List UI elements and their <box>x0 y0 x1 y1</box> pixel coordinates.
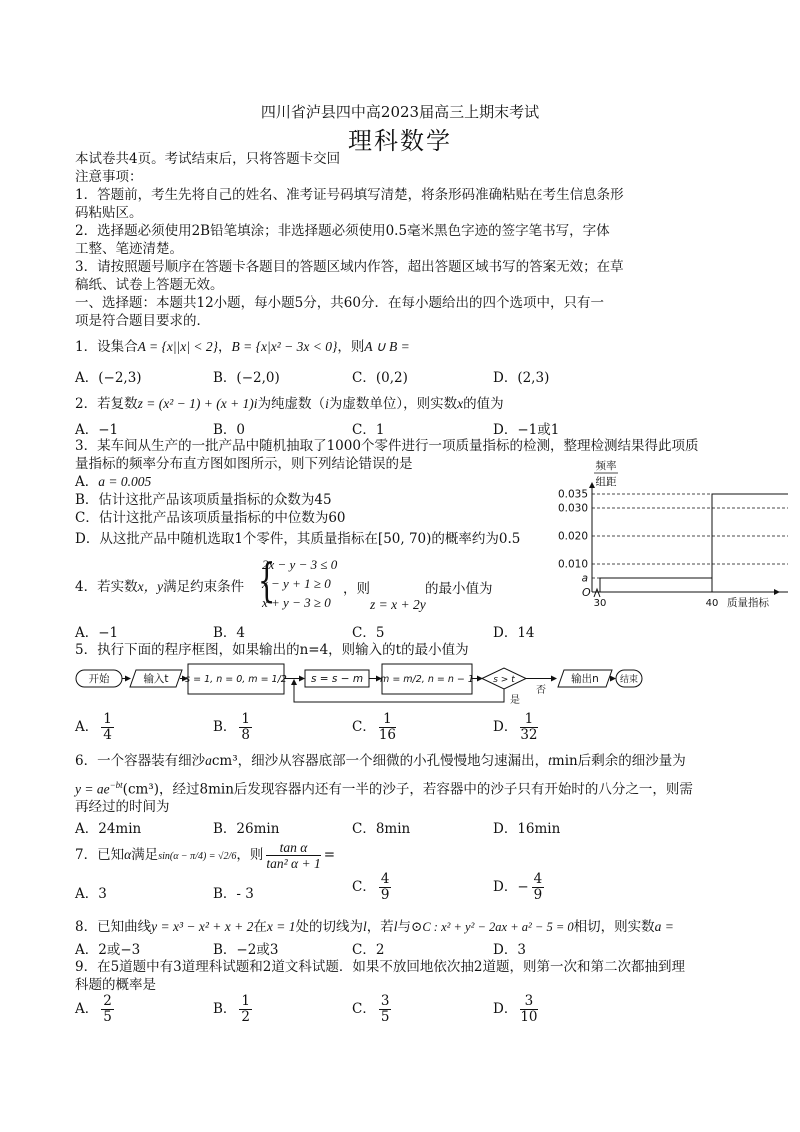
q7-text-3: ，则 <box>236 847 264 863</box>
q7-d-den: 9 <box>533 887 543 903</box>
q8-curve: y = x³ − x² + x + 2 <box>151 919 254 934</box>
notice-3a: 3．请按照题号顺序在答题卡各题目的答题区域内作答，超出答题区域书写的答案无效；在草 <box>75 259 624 275</box>
q6-text-1: 6．一个容器装有细沙 <box>75 753 206 769</box>
q2-text-c: 为虚数单位），则实数 <box>328 396 458 412</box>
q6-exponent: −bt <box>109 780 123 790</box>
q1-set-b: B = {x|x² − 3x < 0} <box>231 339 338 354</box>
q7-alpha: α <box>124 847 132 862</box>
q3-d-text-b: 的概率约为0.5 <box>431 531 521 547</box>
q2-z: z = (x² − 1) + (x + 1)i <box>137 396 258 411</box>
q5-a-label: A． <box>75 719 99 735</box>
q5-option-d <box>493 712 541 743</box>
q2-option-a: A．−1 <box>75 422 119 438</box>
q9-b-num: 1 <box>241 993 251 1009</box>
q7-option-d <box>493 872 547 903</box>
q5-b-label: B． <box>213 719 237 735</box>
flow-end-text: 结束 <box>619 675 639 685</box>
y-tick-label: a <box>581 572 588 585</box>
q3-a-value: a = 0.005 <box>98 474 152 489</box>
q2-option-b: B．0 <box>213 422 246 438</box>
y-axis-label-bottom: 组距 <box>595 476 617 488</box>
q3-stem-b: 量指标的频率分布直方图如图所示，则下列结论错误的是 <box>75 456 413 472</box>
histogram-bar <box>600 578 712 592</box>
notice-3b: 稿纸、试卷上答题无效。 <box>75 277 224 293</box>
q4-option-c: C．5 <box>352 625 385 641</box>
q7-option-c <box>352 872 394 903</box>
q1-c-label: C． <box>352 370 376 386</box>
q1-stem-text: 1．设集合 <box>75 339 138 355</box>
q8-l: l <box>362 919 367 934</box>
q1-option-d <box>493 366 549 386</box>
q9-b-den: 2 <box>241 1009 251 1025</box>
q4-constraint-2: x − y + 1 ≥ 0 <box>262 576 331 591</box>
q8-option-a: A．2或−3 <box>75 942 141 958</box>
q6-formula-unit: (cm³) <box>122 781 159 798</box>
x-tick-label: 30 <box>593 598 607 609</box>
q7-numerator: tan α <box>266 840 320 856</box>
q9-option-c <box>352 994 394 1025</box>
axis-break <box>594 589 600 597</box>
flow-no-label: 否 <box>536 685 546 696</box>
notice-1a: 1．答题前，考生先将自己的姓名、准考证号码填写清楚，将条形码准确粘贴在考生信息条形 <box>75 187 624 203</box>
q5-c-label: C． <box>352 719 376 735</box>
q9-a-label: A． <box>75 1001 99 1017</box>
flow-condition-text: s > t <box>493 675 515 685</box>
q1-then: ，则 <box>337 339 365 355</box>
q3-option-b: B．估计这批产品该项质量指标的众数为45 <box>75 492 332 508</box>
q2-i: i <box>325 396 329 411</box>
flow-start-text: 开始 <box>88 673 110 685</box>
q5-d-den: 32 <box>520 727 538 743</box>
q5-flowchart <box>74 660 644 708</box>
q5-b-den: 8 <box>241 727 251 743</box>
y-tick-label: 0.020 <box>557 530 588 543</box>
q8-x1: x = 1 <box>266 919 296 934</box>
q4-xy: x，y <box>137 579 164 594</box>
school-title: 四川省泸县四中高2023届高三上期末考试 <box>260 103 540 121</box>
notice-2b: 工整、笔迹清楚。 <box>75 241 183 257</box>
notice-title: 注意事项： <box>75 169 143 185</box>
q2-stem-text: 2．若复数 <box>75 396 138 412</box>
section1-a: 一、选择题：本题共12小题，每小题5分，共60分．在每小题给出的四个选项中，只有一 <box>75 295 604 311</box>
q1-c-value: (0,2) <box>375 370 408 386</box>
q7-c-num: 4 <box>380 871 390 887</box>
q1-a-value: (−2,3) <box>98 370 142 386</box>
q1-d-value: (2,3) <box>517 370 550 386</box>
q9-option-d <box>493 994 541 1025</box>
q7-stem <box>75 840 335 871</box>
q1-set-a: A = {x||x| < 2} <box>137 339 218 354</box>
q1-option-b <box>213 366 280 386</box>
q1-option-c <box>352 366 408 386</box>
q8-text-3: 处的切线为 <box>295 919 363 935</box>
q5-option-b <box>213 712 255 743</box>
q3-stem-a: 3．某车间从生产的一批产品中随机抽取了1000个零件进行一项质量指标的检测，整理检测结果得此项质 <box>75 438 699 454</box>
q8-option-b: B．−2或3 <box>213 942 279 958</box>
q9-a-den: 5 <box>103 1009 112 1025</box>
q5-option-a <box>75 712 117 743</box>
subject-title: 理科数学 <box>348 127 452 155</box>
q4-stem <box>75 575 244 595</box>
q8-text-5: 与⊙ <box>397 919 423 935</box>
x-axis-label: 质量指标 <box>727 597 769 609</box>
q6-stem-c: 再经过的时间为 <box>75 799 170 815</box>
origin-label: O <box>582 586 591 599</box>
q4-constraints <box>262 555 337 612</box>
q9-b-label: B． <box>213 1001 237 1017</box>
q5-stem: 5．执行下面的程序框图，如果输出的n=4，则输入的t的最小值为 <box>75 642 469 658</box>
q6-unit: cm³ <box>211 753 238 769</box>
y-tick-label: 0.030 <box>557 502 588 515</box>
q8-text-6: 相切，则实数 <box>573 919 655 935</box>
q6-a: a <box>205 753 212 768</box>
y-tick-label: 0.035 <box>557 488 588 501</box>
q6-min: min <box>208 781 234 798</box>
q9-c-num: 3 <box>380 993 390 1009</box>
q9-d-label: D． <box>493 1001 518 1017</box>
q6-option-c: C．8min <box>352 821 411 837</box>
q2-stem <box>75 395 740 413</box>
q7-option-b: B．- 3 <box>213 886 254 902</box>
q1-stem <box>75 338 740 356</box>
q6-text-3: min后剩余的细沙量为 <box>551 753 686 769</box>
histogram-bar <box>712 494 788 592</box>
q9-option-a <box>75 994 117 1025</box>
q7-equals: = <box>323 847 336 863</box>
q5-c-num: 1 <box>379 712 396 728</box>
q7-d-num: 4 <box>533 871 543 887</box>
flow-init-text: s = 1, n = 0, m = 1/2 <box>185 674 287 685</box>
q7-c-label: C． <box>352 879 376 895</box>
flow-update-m-text: m = m/2, n = n − 1 <box>380 674 474 685</box>
q9-option-b <box>213 994 255 1025</box>
q3-d-interval: [50, 70) <box>377 531 432 547</box>
q5-c-den: 16 <box>378 727 397 743</box>
q1-a-label: A． <box>75 370 99 386</box>
q2-x: x <box>457 396 464 411</box>
q4-text-b: 满足约束条件 <box>163 579 245 595</box>
q6-option-a: A．24min <box>75 821 142 837</box>
q4-option-d: D．14 <box>493 625 535 641</box>
y-tick-label: 0.010 <box>557 558 588 571</box>
q4-option-a: A．−1 <box>75 625 119 641</box>
q5-d-label: D． <box>493 719 518 735</box>
x-tick-label: 40 <box>705 598 719 609</box>
q4-objective: z = x + 2y <box>370 597 426 612</box>
q8-l2: l <box>393 919 398 934</box>
q9-stem-a: 9．在5道题中有3道理科试题和2道文科试题．如果不放回地依次抽2道题，则第一次和第二次都抽到理 <box>75 959 685 975</box>
q2-option-d: D．−1或1 <box>493 422 560 438</box>
q6-text-5: 后发现容器内还有一半的沙子，若容器中的沙子只有开始时的八分之一，则需 <box>233 781 693 798</box>
q4-constraint-3: x + y − 3 ≥ 0 <box>262 595 331 610</box>
q1-d-label: D． <box>493 370 518 386</box>
flow-output-text: 输出n <box>571 673 599 685</box>
q8-a: a = <box>654 919 674 934</box>
q6-option-b: B．26min <box>213 821 280 837</box>
q7-c-den: 9 <box>380 887 390 903</box>
q4-brace: { <box>257 553 276 607</box>
q4-constraint-1: 2x − y − 3 ≤ 0 <box>262 557 338 572</box>
y-axis-label-top: 频率 <box>595 460 617 472</box>
q7-denominator: tan² α + 1 <box>266 856 321 871</box>
q9-d-num: 3 <box>520 994 537 1010</box>
flow-yes-label: 是 <box>510 695 520 706</box>
q4-then: ，则 <box>343 581 370 597</box>
q8-text-4: ，若 <box>366 919 394 935</box>
q1-b-label: B． <box>213 370 237 386</box>
q7-text-1: 7．已知 <box>75 847 125 863</box>
q9-stem-b: 科题的概率是 <box>75 977 156 993</box>
section1-b: 项是符合题目要求的． <box>75 313 210 329</box>
q1-union: A ∪ B = <box>364 339 410 354</box>
q8-text-2: 在 <box>253 919 267 935</box>
q8-option-c: C．2 <box>352 942 385 958</box>
q2-text-b: 为纯虚数（ <box>257 396 326 412</box>
flow-update-s-text: s = s − m <box>310 673 364 685</box>
notice-1b: 码粘贴区。 <box>75 205 143 221</box>
q6-t: t <box>548 753 552 768</box>
intro-pages: 本试卷共4页。考试结束后，只将答题卡交回 <box>75 151 341 167</box>
q1-comma: ， <box>217 339 232 355</box>
q2-option-c: C．1 <box>352 422 385 438</box>
q7-d-label: D．− <box>493 879 529 895</box>
q6-stem-a <box>75 752 740 770</box>
q6-formula: y = ae <box>75 781 110 797</box>
q6-option-d: D．16min <box>493 821 561 837</box>
q1-b-value: (−2,0) <box>236 370 280 386</box>
q8-stem <box>75 918 674 936</box>
q5-a-num: 1 <box>103 711 112 727</box>
q3-a-label: A． <box>75 474 99 490</box>
q9-d-den: 10 <box>520 1009 538 1025</box>
q9-c-label: C． <box>352 1001 376 1017</box>
q8-circle: C : x² + y² − 2ax + a² − 5 = 0 <box>422 920 574 934</box>
q9-c-den: 5 <box>380 1009 390 1025</box>
q8-option-d: D．3 <box>493 942 526 958</box>
q4-min: 的最小值为 <box>425 581 493 597</box>
q5-d-num: 1 <box>520 712 537 728</box>
q7-condition: sin(α − π/4) = √2/6 <box>158 851 237 862</box>
flow-input-text: 输入t <box>143 673 169 685</box>
q4-stem-text: 4．若实数 <box>75 579 138 595</box>
frequency-histogram <box>548 460 788 620</box>
q3-option-c: C．估计这批产品该项质量指标的中位数为60 <box>75 510 346 526</box>
q6-text-2: ，细沙从容器底部一个细微的小孔慢慢地匀速漏出， <box>237 753 549 769</box>
y-axis-arrow <box>589 482 595 488</box>
q5-b-num: 1 <box>241 711 251 727</box>
q4-option-b: B．4 <box>213 625 246 641</box>
q5-option-c <box>352 712 399 743</box>
q9-a-num: 2 <box>103 993 112 1009</box>
q7-text-2: 满足 <box>131 847 159 863</box>
q2-text-d: 的值为 <box>463 396 504 412</box>
q5-a-den: 4 <box>103 727 112 743</box>
q1-option-a <box>75 366 142 386</box>
q3-d-text: D．从这批产品中随机选取1个零件，其质量指标在 <box>75 531 378 547</box>
notice-2a: 2．选择题必须使用2B铅笔填涂；非选择题必须使用0.5毫米黑色字迹的签字笔书写，字体 <box>75 223 610 239</box>
q6-text-4: ，经过8 <box>158 781 209 798</box>
q8-text-1: 8．已知曲线 <box>75 919 152 935</box>
q6-stem-b <box>75 776 740 799</box>
q7-option-a: A．3 <box>75 886 107 902</box>
